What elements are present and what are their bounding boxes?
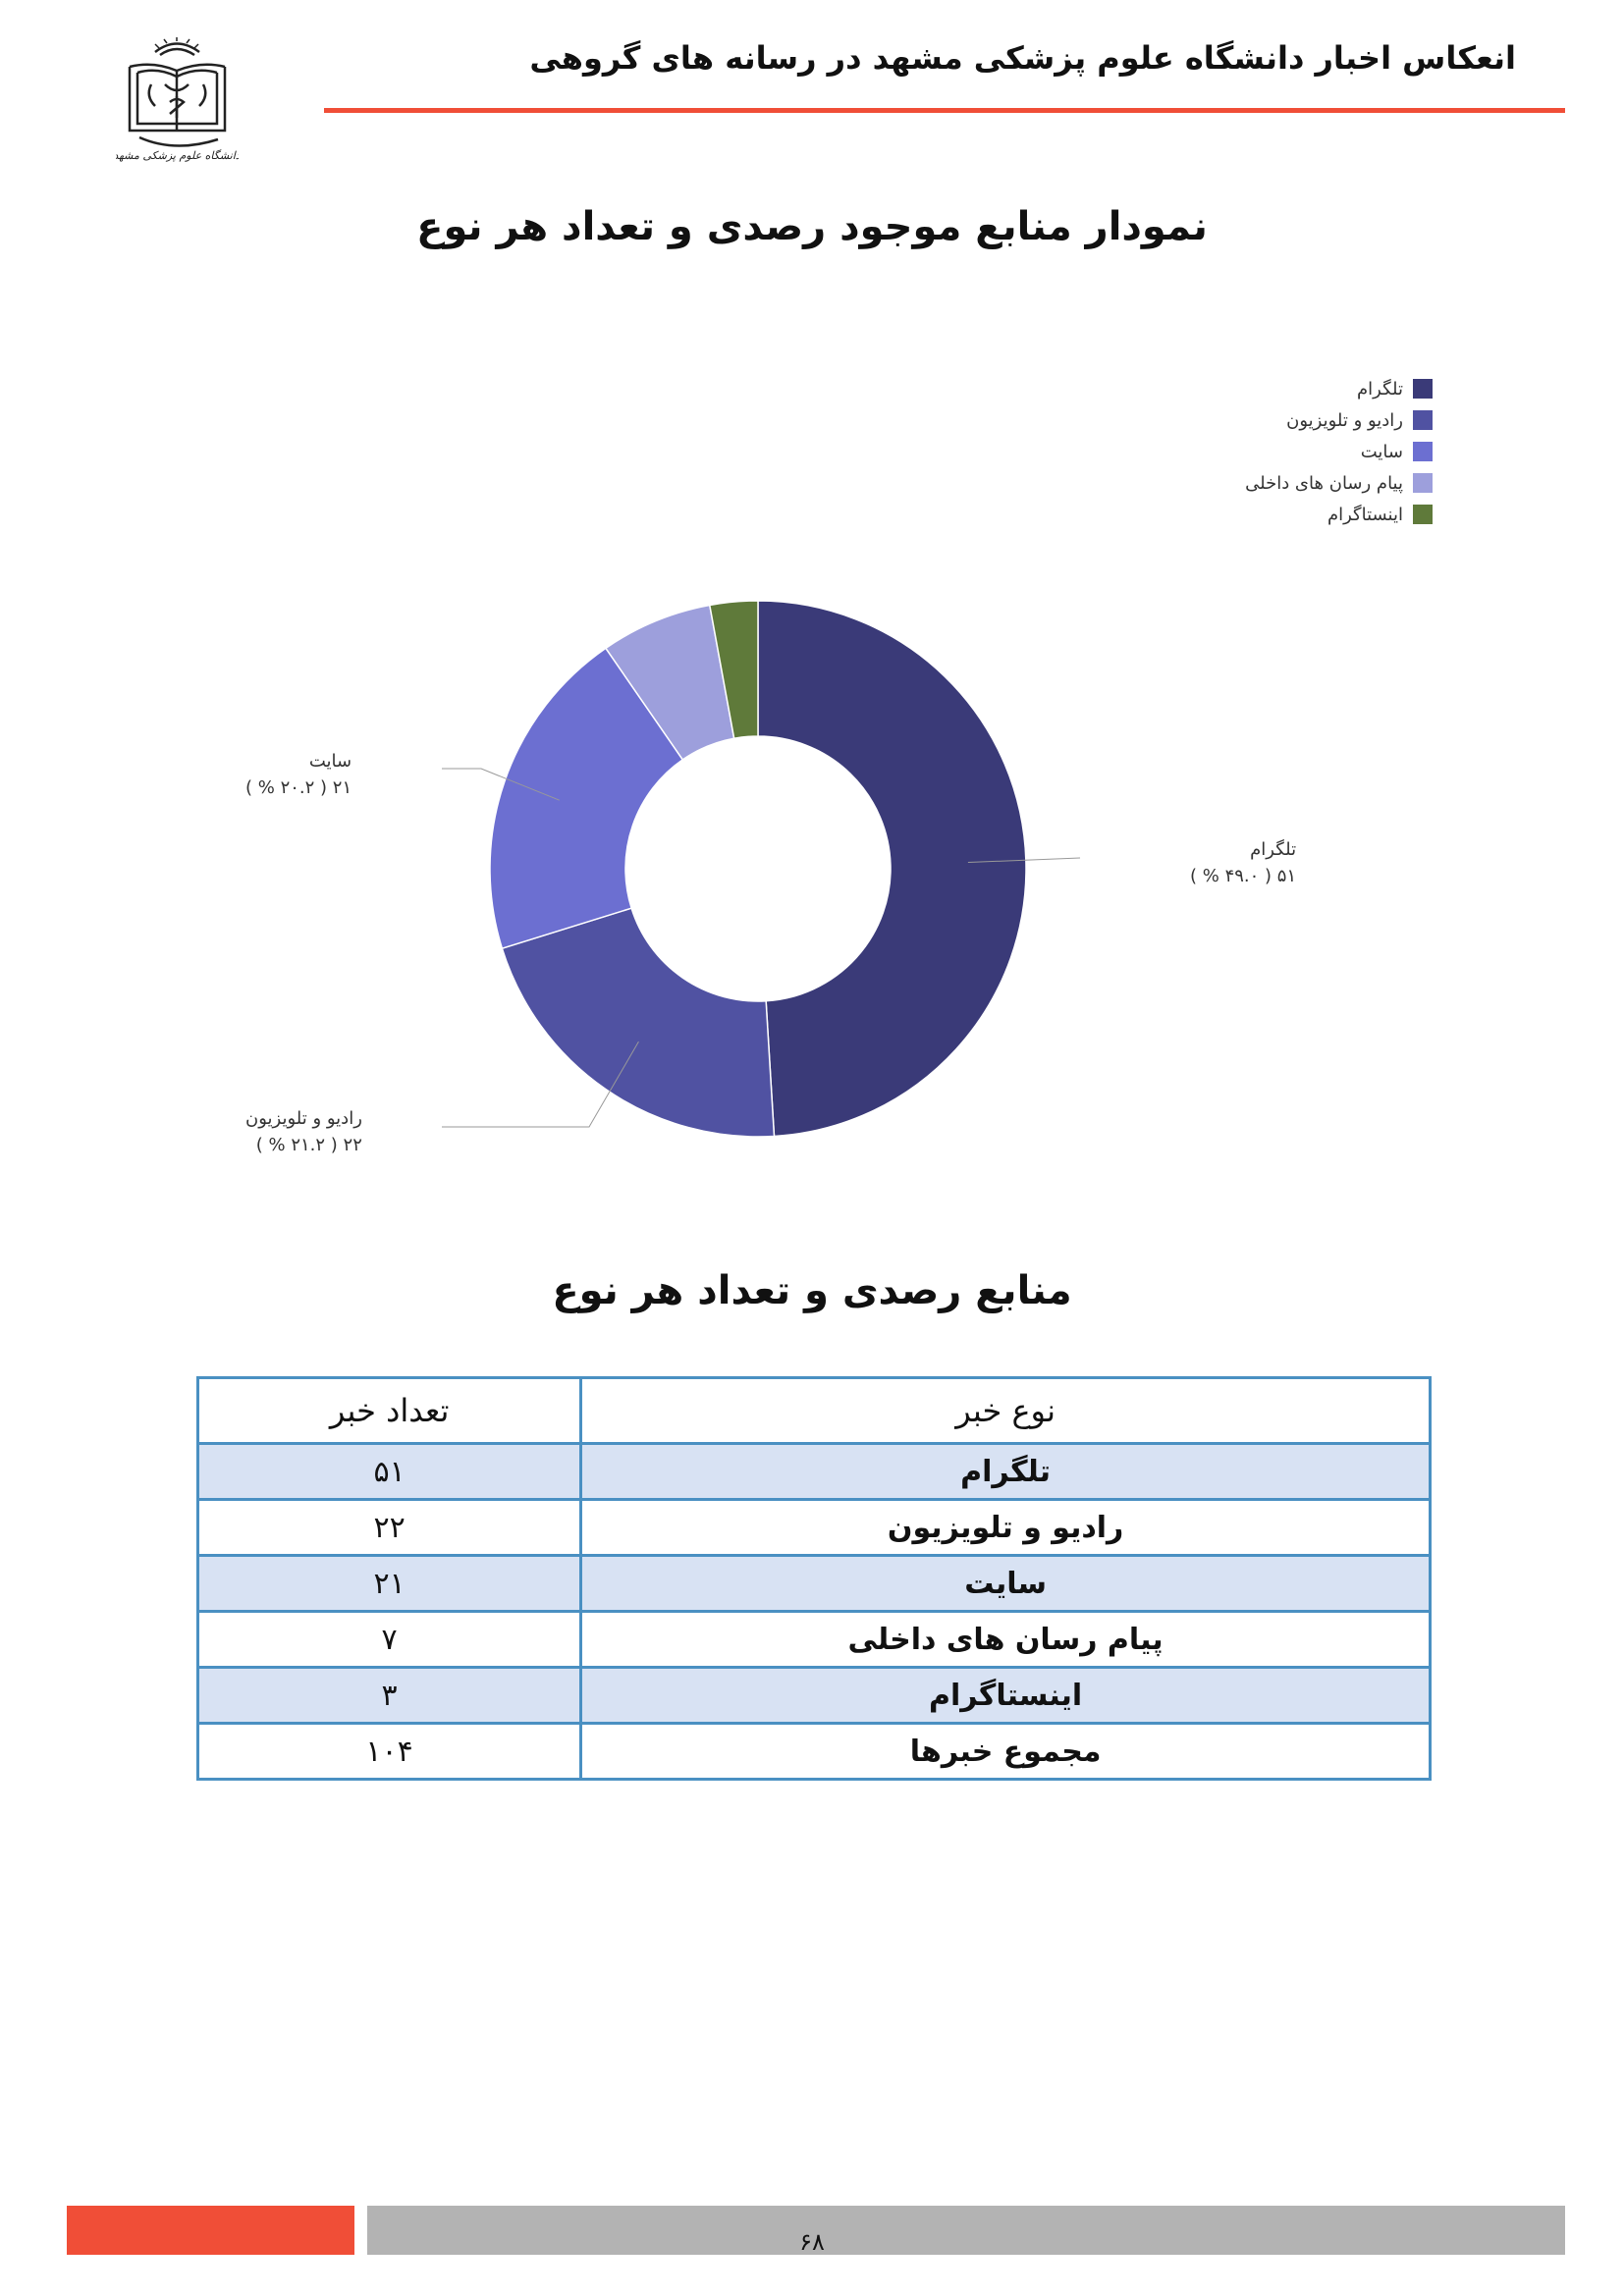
table-header-row [198,1378,1431,1444]
cell-type: اینستاگرام [581,1668,1431,1724]
donut-slice [502,908,774,1137]
cell-type: مجموع خبرها [581,1724,1431,1780]
table-row [198,1500,1431,1556]
cell-count: ۷ [198,1612,581,1668]
cell-count: ۱۰۴ [198,1724,581,1780]
cell-type: سایت [581,1556,1431,1612]
cell-count: ۲۱ [198,1556,581,1612]
table-row [198,1668,1431,1724]
cell-count: ۵۱ [198,1444,581,1500]
cell-type: تلگرام [581,1444,1431,1500]
cell-type: پیام رسان های داخلی [581,1612,1431,1668]
legend-label: پیام رسان های داخلی [1245,472,1403,494]
data-label-site-value: ۲۱ ( ۲۰.۲ % ) [245,777,352,798]
header-count: تعداد خبر [198,1378,581,1444]
data-label-radio-tv [245,1105,362,1158]
table-row [198,1556,1431,1612]
table-row-total [198,1724,1431,1780]
legend-label: سایت [1360,441,1403,462]
data-label-telegram-value: ۵۱ ( ۴۹.۰ % ) [1190,866,1297,886]
header-type: نوع خبر [581,1378,1431,1444]
footer-bar [367,2206,1565,2255]
data-label-radio-tv-name: رادیو و تلویزیون [245,1108,362,1129]
donut-slice [758,601,1026,1137]
data-label-radio-tv-value: ۲۲ ( ۲۱.۲ % ) [255,1135,362,1155]
header-title: انعکاس اخبار دانشگاه علوم پزشکی مشهد در رسانه های گروهی [529,39,1516,77]
legend-label: تلگرام [1357,378,1403,400]
page-number: ۶۸ [799,2228,825,2256]
table-title: منابع رصدی و تعداد هر نوع [552,1268,1072,1313]
table-row [198,1612,1431,1668]
footer-accent-bar [67,2206,354,2255]
chart-title: نمودار منابع موجود رصدی و تعداد هر نوع [416,204,1208,249]
data-label-site-name: سایت [308,751,352,772]
table-row [198,1444,1431,1500]
cell-count: ۲۲ [198,1500,581,1556]
data-label-telegram-name: تلگرام [1250,839,1297,860]
legend-label: اینستاگرام [1326,504,1403,525]
data-label-site [245,748,352,801]
data-label-telegram [1190,836,1296,889]
cell-count: ۳ [198,1668,581,1724]
cell-type: رادیو و تلویزیون [581,1500,1431,1556]
logo-caption: دانشگاه علوم پزشکی مشهد [116,149,239,162]
sources-table [196,1376,1432,1781]
legend-label: رادیو و تلویزیون [1286,409,1403,431]
